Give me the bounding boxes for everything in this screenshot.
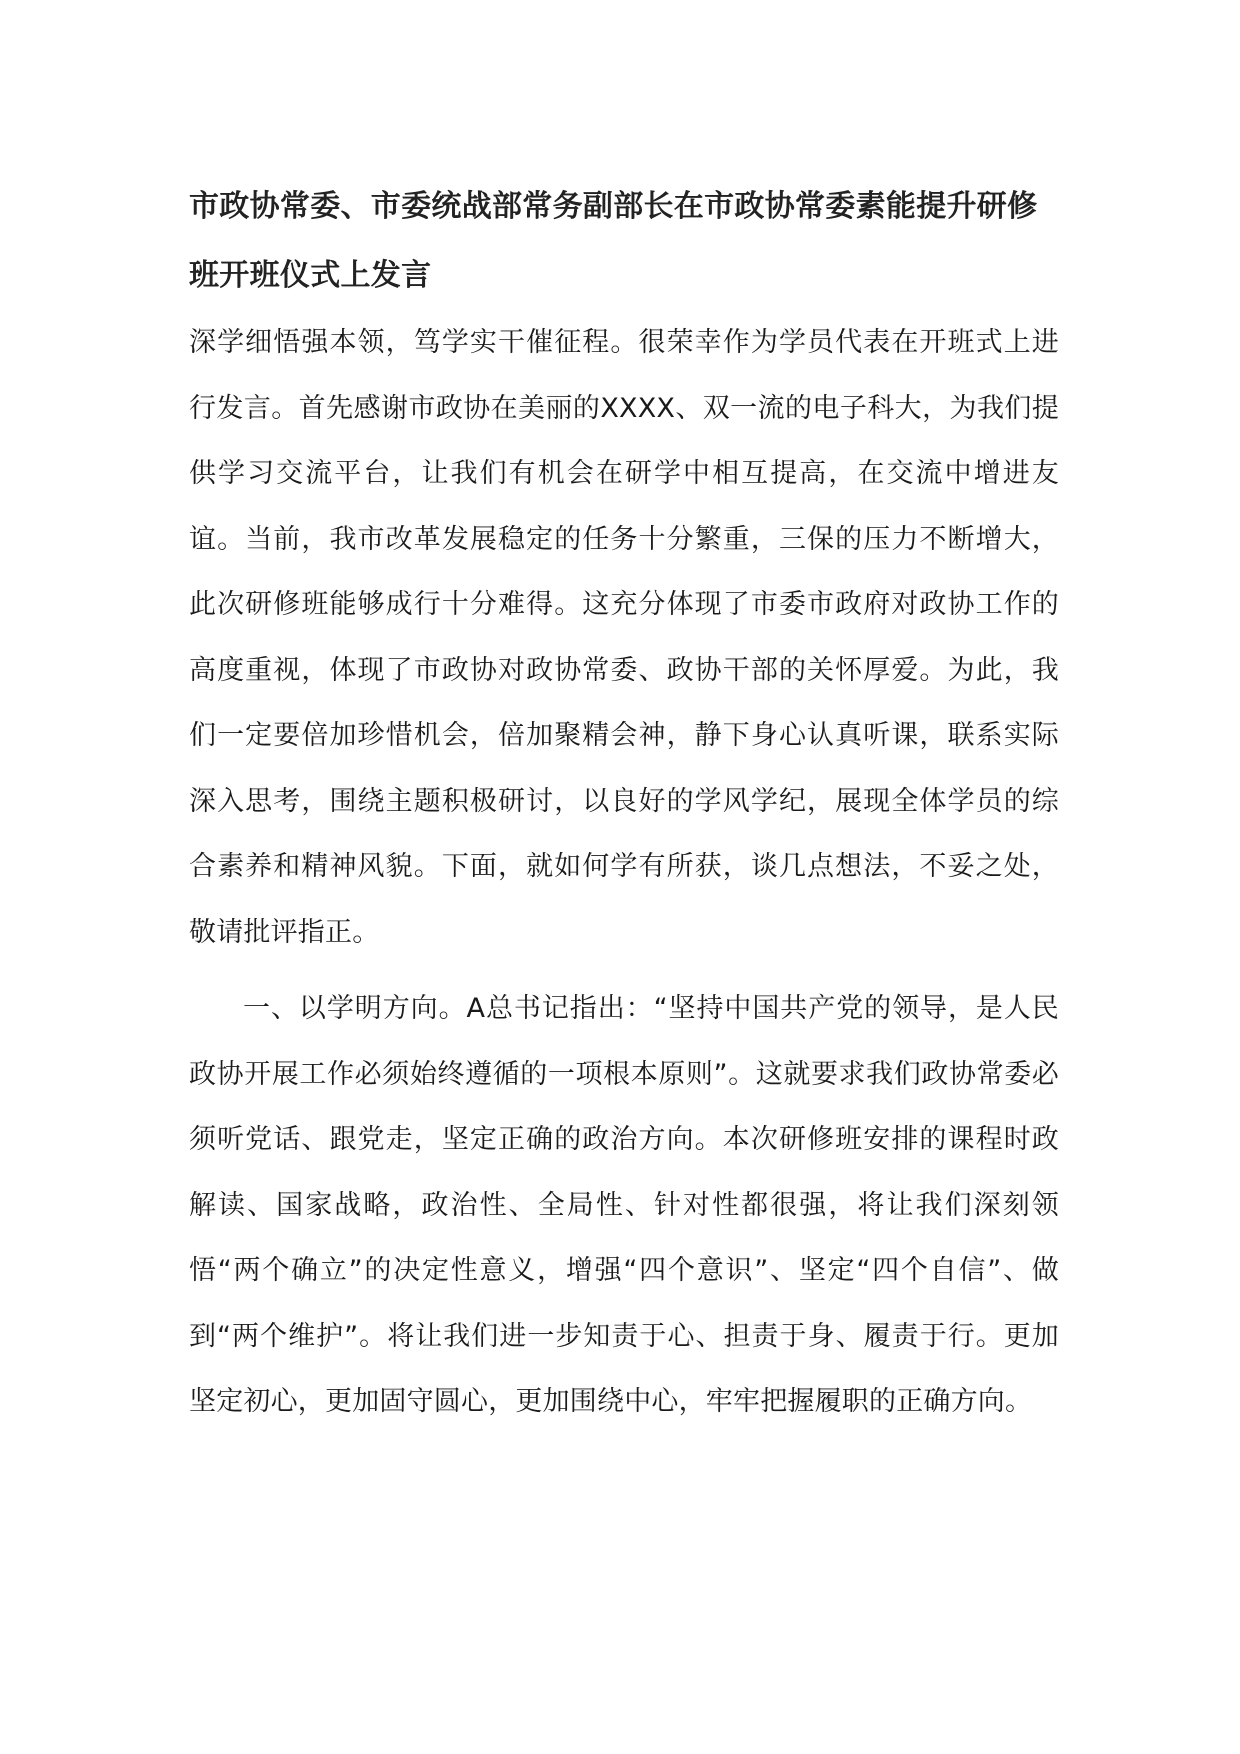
document-page — [189, 172, 1059, 1435]
paragraph-intro: 深学细悟强本领，笃学实干催征程。很荣幸作为学员代表在开班式上进行发言。首先感谢市政协在美丽的XXXX、双一流的电子科大，为我们提供学习交流平台，让我们有机会在研学中相互提高，在交流中增进友谊。当前，我市改革发展稳定的任务十分繁重，三保的压力不断增大，此次研修班能够成行十分难得。这充分体现了市委市政府对政协工作的高度重视，体现了市政协对政协常委、政协干部的关怀厚爱。为此，我们一定要倍加珍惜机会，倍加聚精会神，静下身心认真听课，联系实际深入思考，围绕主题积极研讨，以良好的学风学纪，展现全体学员的综合素养和精神风貌。下面，就如何学有所获，谈几点想法，不妥之处，敬请批评指正。 — [189, 327, 1059, 948]
document-title: 市政协常委、市委统战部常务副部长在市政协常委素能提升研修班开班仪式上发言 — [189, 189, 1038, 293]
paragraph-section-one: 一、以学明方向。A总书记指出：“坚持中国共产党的领导，是人民政协开展工作必须始终遵循的一项根本原则”。这就要求我们政协常委必须听党话、跟党走，坚定正确的政治方向。本次研修班安排的课程时政解读、国家战略，政治性、全局性、针对性都很强，将让我们深刻领悟“两个确立”的决定性意义，增强“四个意识”、坚定“四个自信”、做到“两个维护”。将让我们进一步知责于心、担责于身、履责于行。更加坚定初心，更加固守圆心，更加围绕中心，牢牢把握履职的正确方向。 — [189, 993, 1059, 1417]
